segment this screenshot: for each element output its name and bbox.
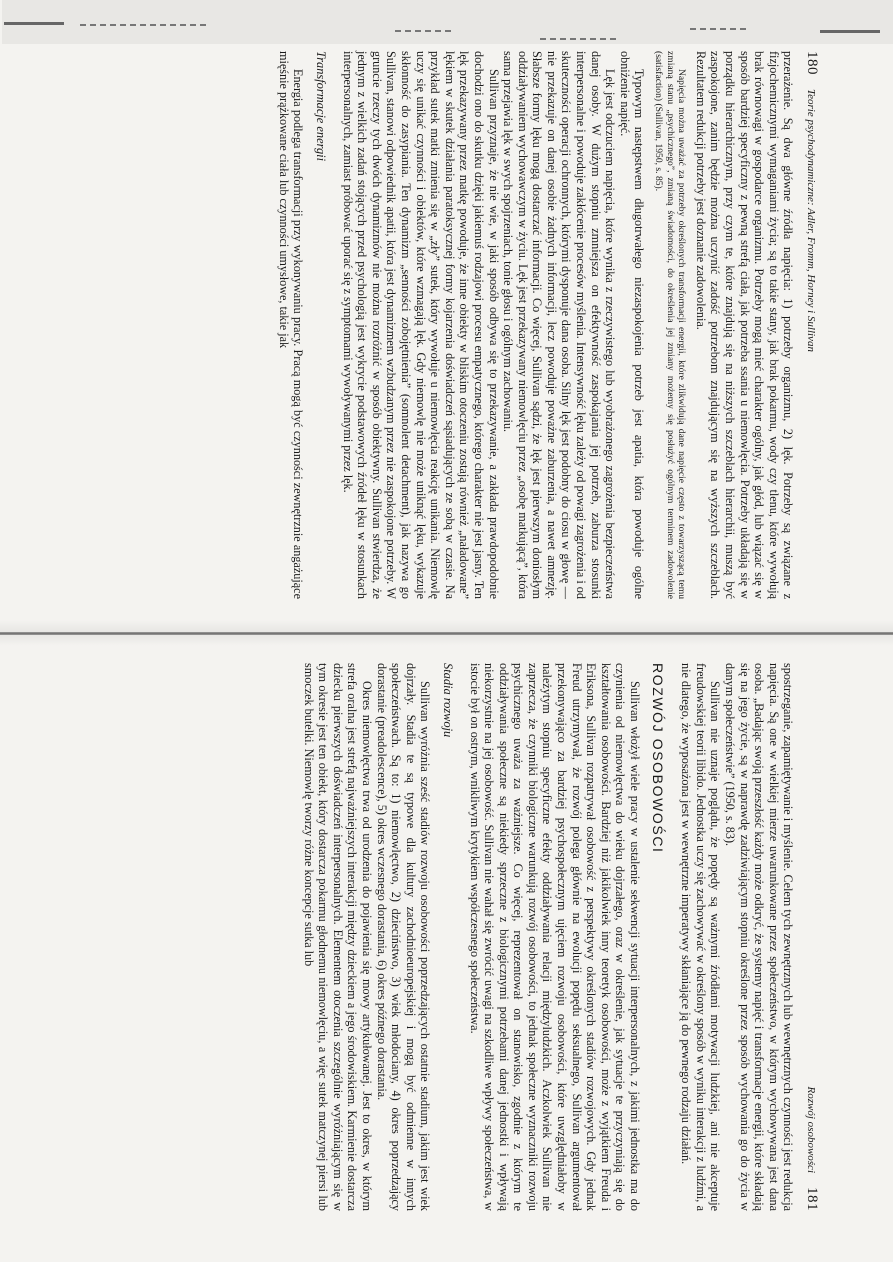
paragraph: Typowym następstwem długotrwałego niezaspokojenia potrzeb jest apatia, która powoduje ogólne obniżenie napięć. [617, 51, 646, 599]
scan-artifact [80, 24, 210, 26]
subheading: Transformacje energii [313, 51, 328, 162]
scan-artifact [690, 28, 750, 30]
scan-artifact [4, 22, 64, 25]
paragraph: Sullivan włożył wiele pracy w ustalenie sekwencji sytuacji interpersonalnych, z jakimi jednostka ma do czynienia od niemowlęctwa do wieku dojrzałego, oraz w określenie, jak sytuacje te przyczyniają się do kształtowania osobowości. Bardziej niż jakikolwiek inny teoretyk osobowości, może z wyjątkiem Freuda i Eriksona, Sullivan rozpatrywał osobowość z perspektywy określonych stadiów rozwojowych. Gdy jednak Freud utrzymywał, że rozwój polega głównie na ewolucji popędu seksualnego, Sullivan argumentował przekonywająco za bardziej psychospołecznym ujęciem rozwoju osobowości, które uwzględniałoby w należytym stopniu specyficzne efekty oddziaływania relacji międzyludzkich. Aczkolwiek Sullivan nie zaprzecza, że czynniki biologiczne warunkują rozwój osobowości, to jednak społeczne wyznaczniki rozwoju psychicznego uważa za ważniejsze. Co więcej, reprezentował on stanowisko, zgodnie z którym te oddziaływania społeczne są niekiedy sprzeczne z biologicznymi potrzebami danej jednostki i wpływają niekorzystnie na jej osobowość. Sullivan nie wahał się zwrócić uwagi na szkodliwe wpływy społeczeństwa, w istocie był on ostrym, wnikliwym krytykiem współczesnego społeczeństwa. [467, 663, 642, 1211]
scan-artifact [820, 30, 880, 33]
scan-artifact [395, 30, 455, 32]
paragraph: Energia podlega transformacji przy wykonywaniu pracy. Pracą mogą być czynności zewnętrznie angażujące mięśnie prążkowane ciała lub czynności umysłowe, takie jak [276, 51, 305, 599]
section-heading: ROZWÓJ OSOBOWOŚCI [649, 663, 666, 854]
footnote: Napięcia można uważać za potrzeby określonych transformacji energii, które zlikwidują dane napięcie często z towarzyszącą temu zmianą stanu „psychicznego”, zmianą świadomości, do określenia jej zmiany możemy się posłużyć ogólnym terminem zadowolenie (satisfaction) (Sullivan, 1950, s. 85). [652, 51, 687, 599]
page-number: 181 [803, 1187, 820, 1211]
book-spread [59, 51, 819, 1211]
running-title: Rozwój osobowości [804, 1086, 817, 1173]
scan-edge [0, 0, 893, 44]
left-running-head [803, 51, 819, 599]
rotated-book-spread [57, 41, 837, 1221]
running-title: Teorie psychodynamiczne: Adler, Fromm, Horney i Sullivan [804, 89, 817, 352]
paragraph: Sullivan przyznaje, że nie wie, w jaki sposób odbywa się to przekazywanie, a zakłada prawdopodobnie dochodzi ono do skutku dzięki jakiemuś rodzajowi procesu empatycznego, którego charakter nie jest jasny. Ten lęk przekazywany przez matkę powoduje, że inne obiekty w bliskim otoczeniu zostają również „naładowane” lękiem w skutek działania paratoksycznej formy kojarzenia doświadczeń sąsiadujących ze sobą w czasie. Na przykład sutek matki zmienia się w „zły” sutek, który wywołuje u niemowlęcia reakcję unikania. Niemowlę uczy się unikać czynności i obiektów, które wzmagają lęk. Gdy niemowlę nie może uniknąć lęku, wykazuje skłonność do zasypiania. Ten dynamizm „senności zobojętnienia” (somnolent detachment), jak nazywa go Sullivan, stanowi odpowiednik apatii, która jest dynamizmem wzbudzanym przez nie zaspokojone potrzeby. W gruncie rzeczy tych dwóch dynamizmów nie można rozróżnić w sposób obiektywny. Sullivan stwierdza, że jednym z wielkich zadań stojących przed psychologią jest wykrycie podstawowych źródeł lęku w stosunkach interpersonalnych, zamiast próbować uporać się z symptomami wywoływanymi przez lęk. [340, 51, 501, 599]
left-page [59, 51, 819, 599]
scan-artifact [540, 38, 620, 40]
paragraph: Sullivan wyróżnia sześć stadiów rozwoju osobowości poprzedzających ostatnie stadium, jakim jest wiek dojrzały. Stadia te są typowe dla kultury zachodnioeuropejskiej i mogą być odmienne w innych społeczeństwach. Są to: 1) niemowlęctwo, 2) dzieciństwo, 3) wiek młodociany, 4) okres poprzedzający dorastanie (preadolescence), 5) okres wczesnego dorastania, 6) okres późnego dorastania. [374, 663, 432, 1211]
right-running-head [803, 663, 819, 1211]
paragraph: spostrzeganie, zapamiętywanie i myślenie. Celem tych zewnętrznych lub wewnętrznych czynności jest redukcja napięcia. Są one w wielkiej mierze uwarunkowane przez społeczeństwo, w którym wychowywana jest dana osoba. „Badając swoją przeszłość każdy może odkryć, że systemy napięć i transformacje energii, które składają się na jego życie, są w naprawdę zadziwiającym stopniu określone przez sposób wychowania go do życia w danym społeczeństwie” (1950, s. 83). [722, 663, 795, 1211]
right-page [59, 663, 819, 1211]
paragraph: Sullivan nie uznaje poglądu, że popędy są ważnymi źródłami motywacji ludzkiej, ani nie akceptuje freudowskiej teorii libido. Jednostka uczy się zachowywać w określony sposób w wyniku interakcji z ludźmi, a nie dlatego, że wyposażona jest w wewnętrzne imperatywy skłaniające ją do pewnego rodzaju działań. [678, 663, 722, 1211]
subheading: Stadia rozwoju [440, 663, 455, 738]
page-number: 180 [803, 51, 820, 75]
paragraph: Okres niemowlęctwa trwa od urodzenia do pojawienia się mowy artykułowanej. Jest to okres, w którym strefa oralna jest strefą najważniejszych interakcji między dzieckiem a jego środowiskiem. Karmienie dostarcza dziecku pierwszych doświadczeń interpersonalnych. Elementem otoczenia szczególnie wyróżniającym się w tym okresie jest ten obiekt, który dostarcza pokarmu głodnemu niemowlęciu, a więc sutek matczynej piersi lub smoczek butelki. Niemowlę tworzy różne koncepcje sutka lub [301, 663, 374, 1211]
paragraph: przerażenie. Są dwa główne źródła napięcia: 1) potrzeby organizmu, 2) lęk. Potrzeby są związane z fizjochemicznymi wymaganiami życia; są to takie stany, jak brak pokarmu, wody czy tlenu, które wywołują brak równowagi w gospodarce organizmu. Potrzeby mogą mieć charakter ogólny, jak głód, lub wiązać się w sposób bardziej specyficzny z pewną strefą ciała, jak potrzeba ssania u niemowlęcia. Potrzeby układają się w porządku hierarchicznym, przy czym te, które znajdują się na niższych szczeblach hierarchii, muszą być zaspokojone, zanim będzie można uczynić zadość potrzebom znajdującym się na wyższych szczeblach. Rezultatem redukcji potrzeby jest doznanie zadowolenia. [693, 51, 795, 599]
paragraph: Lęk jest odczuciem napięcia, które wynika z rzeczywistego lub wyobrażonego zagrożenia bezpieczeństwa danej osoby. W dużym stopniu zmniejsza on efektywność zaspokajania jej potrzeb, zaburza stosunki interpersonalne i powoduje zakłócenie procesów myślenia. Intensywność lęku zależy od powagi zagrożenia i od skuteczności operacji ochronnych, którymi dysponuje dana osoba. Silny lęk jest podobny do ciosu w głowę — nie przekazuje on danej osobie żadnych informacji, lecz powoduje poważne zaburzenia, a nawet amnezję. Słabsze formy lęku mogą dostarczać informacji. Co więcej, Sullivan sądzi, że lęk jest pierwszym doniosłym oddziaływaniem wychowawczym w życiu. Lęk jest przekazywany niemowlęciu przez „osobę matkującą”, która sama przejawia lęk w swych spojrzeniach, tonie głosu i ogólnym zachowaniu. [500, 51, 617, 599]
